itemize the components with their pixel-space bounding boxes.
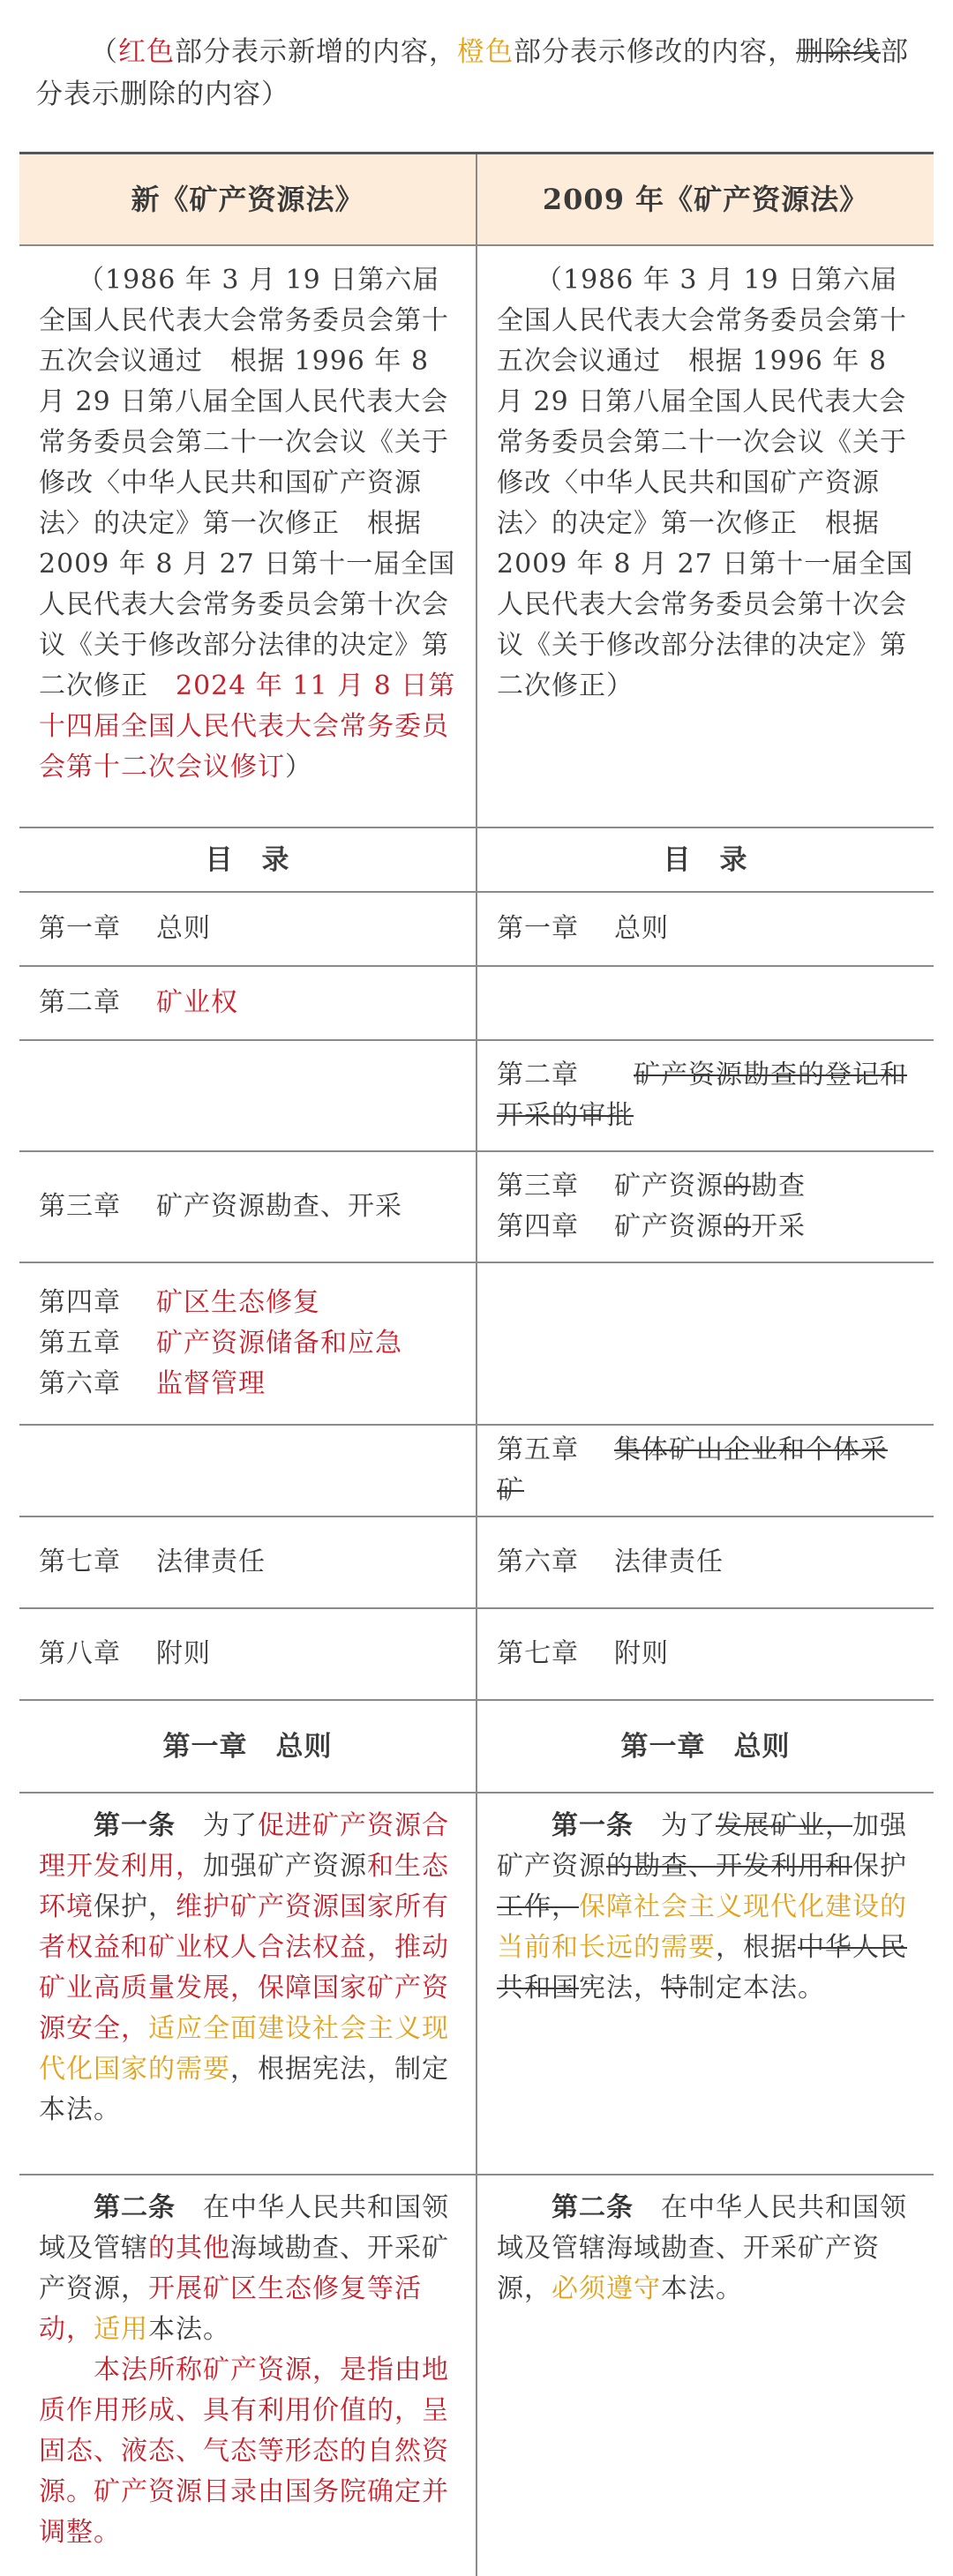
- toc-new-cell: 第七章 法律责任: [19, 1516, 476, 1608]
- toc-title-old: 目 录: [476, 827, 934, 892]
- article-2-row: [19, 2175, 934, 2576]
- toc-old-cell: 第五章 集体矿山企业和个体采矿: [476, 1425, 934, 1516]
- chapter-heading-row: [19, 1700, 934, 1793]
- toc-new-cell: 第八章 附则: [19, 1608, 476, 1700]
- toc-row: [19, 966, 934, 1040]
- comparison-table: [19, 152, 934, 2576]
- toc-row: [19, 1608, 934, 1700]
- legend-orange-word: 橙色: [457, 36, 514, 68]
- article-1-new: 第一条 为了促进矿产资源合理开发利用，加强矿产资源和生态环境保护，维护矿产资源国家所有者权益和矿业权人合法权益，推动矿业高质量发展，保障国家矿产资源安全，适应全面建设社会主义现代化国家的需要，根据宪法，制定本法。: [19, 1793, 476, 2175]
- toc-old-cell-empty: [476, 966, 934, 1040]
- toc-new-cell: 第二章 矿业权: [19, 966, 476, 1040]
- article-2-old: 第二条 在中华人民共和国领域及管辖海域勘查、开采矿产资源，必须遵守本法。: [476, 2175, 934, 2576]
- toc-new-cell: 第四章 矿区生态修复 第五章 矿产资源储备和应急 第六章 监督管理: [19, 1262, 476, 1425]
- legend-strike-word: 删除线: [796, 36, 881, 68]
- toc-new-cell-empty: [19, 1425, 476, 1516]
- toc-old-cell: 第六章 法律责任: [476, 1516, 934, 1608]
- article-1-old: 第一条 为了发展矿业，加强矿产资源的勘查、开发利用和保护工作，保障社会主义现代化建设的当前和长远的需要，根据中华人民共和国宪法，特制定本法。: [476, 1793, 934, 2175]
- legend-note: （红色部分表示新增的内容，橙色部分表示修改的内容，删除线部分表示删除的内容）: [35, 36, 909, 110]
- toc-new-cell-empty: [19, 1040, 476, 1151]
- article-2-new: 第二条 在中华人民共和国领域及管辖的其他海域勘查、开采矿产资源，开展矿区生态修复等活动，适用本法。 本法所称矿产资源，是指由地质作用形成、具有利用价值的，呈固态、液态、气态等形态的自然资源。矿产资源目录由国务院确定并调整。: [19, 2175, 476, 2576]
- intro-new: （1986 年 3 月 19 日第六届全国人民代表大会常务委员会第十五次会议通过 根据 1996 年 8 月 29 日第八届全国人民代表大会常务委员会第二十一次会议《关于修改〈中华人民共和国矿产资源法〉的决定》第一次修正 根据 2009 年 8 月 27 日第十一届全国人民代表大会常务委员会第十次会议《关于修改部分法律的决定》第二次修正 2024 年 11 月 8 日第十四届全国人民代表大会常务委员会第十二次会议修订）: [19, 245, 476, 827]
- toc-row: [19, 1040, 934, 1151]
- toc-row: [19, 1151, 934, 1262]
- header-new-law: 新《矿产资源法》: [19, 154, 476, 246]
- toc-title-new: 目 录: [19, 827, 476, 892]
- legend-red-word: 红色: [118, 36, 175, 68]
- toc-row: [19, 1425, 934, 1516]
- intro-row: [19, 245, 934, 827]
- toc-new-cell: 第一章 总则: [19, 892, 476, 966]
- toc-title-row: [19, 827, 934, 892]
- toc-old-cell: 第三章 矿产资源的勘查 第四章 矿产资源的开采: [476, 1151, 934, 1262]
- toc-new-cell: 第三章 矿产资源勘查、开采: [19, 1151, 476, 1262]
- article-1-row: [19, 1793, 934, 2175]
- toc-row: [19, 1262, 934, 1425]
- toc-old-cell: 第七章 附则: [476, 1608, 934, 1700]
- toc-old-cell: 第一章 总则: [476, 892, 934, 966]
- toc-old-cell-empty: [476, 1262, 934, 1425]
- chapter1-title-new: 第一章 总则: [19, 1700, 476, 1793]
- toc-row: [19, 892, 934, 966]
- header-old-law: 2009 年《矿产资源法》: [476, 154, 934, 246]
- toc-row: [19, 1516, 934, 1608]
- chapter1-title-old: 第一章 总则: [476, 1700, 934, 1793]
- header-row: [19, 154, 934, 246]
- toc-old-cell: 第二章 矿产资源勘查的登记和开采的审批: [476, 1040, 934, 1151]
- intro-old: （1986 年 3 月 19 日第六届全国人民代表大会常务委员会第十五次会议通过 根据 1996 年 8 月 29 日第八届全国人民代表大会常务委员会第二十一次会议《关于修改〈中华人民共和国矿产资源法〉的决定》第一次修正 根据 2009 年 8 月 27 日第十一届全国人民代表大会常务委员会第十次会议《关于修改部分法律的决定》第二次修正）: [476, 245, 934, 827]
